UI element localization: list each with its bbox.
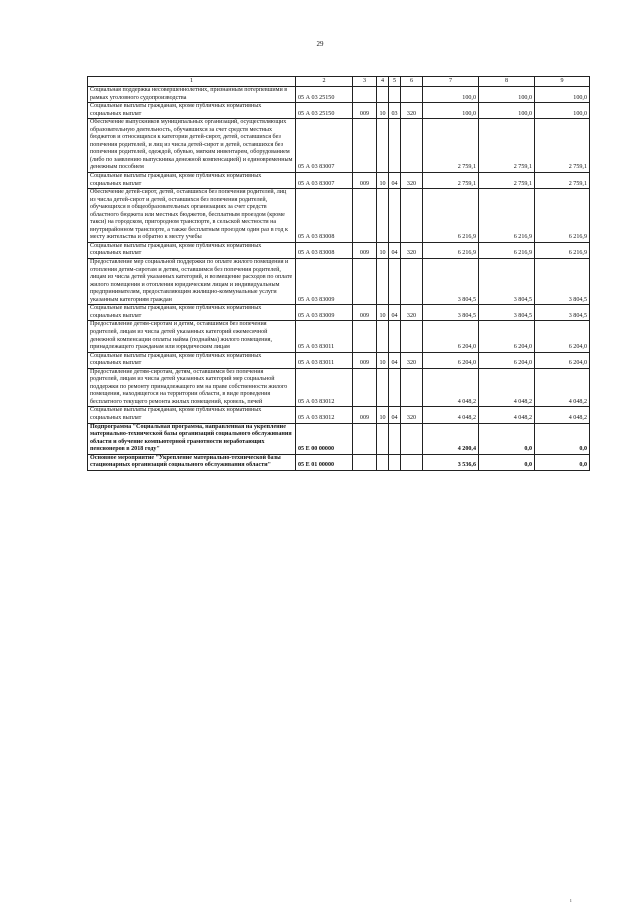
table-row xyxy=(88,454,590,470)
table-row xyxy=(88,173,590,189)
row-value-7: 2 759,1 xyxy=(423,119,479,173)
row-col5 xyxy=(389,189,401,243)
row-col5 xyxy=(389,119,401,173)
row-col6 xyxy=(401,321,423,352)
row-value-9: 100,0 xyxy=(535,103,590,119)
header-cell: 2 xyxy=(296,77,353,87)
row-code: 05 А 03 25150 xyxy=(296,103,353,119)
table-header xyxy=(88,77,590,87)
row-value-9: 6 204,0 xyxy=(535,352,590,368)
row-value-7: 4 048,2 xyxy=(423,407,479,423)
row-value-7: 100,0 xyxy=(423,103,479,119)
table-row xyxy=(88,305,590,321)
budget-table xyxy=(87,76,590,471)
row-col4: 10 xyxy=(377,305,389,321)
row-col6 xyxy=(401,368,423,407)
row-value-9: 0,0 xyxy=(535,423,590,454)
row-col4 xyxy=(377,423,389,454)
row-value-7: 4 048,2 xyxy=(423,368,479,407)
row-value-9: 3 804,5 xyxy=(535,259,590,305)
row-description: Социальная поддержка несовершеннолетних, признанным потерпевшими в рамках уголовного судопроизводства xyxy=(88,87,296,103)
header-cell: 7 xyxy=(423,77,479,87)
row-col3: 009 xyxy=(353,242,377,258)
header-cell: 5 xyxy=(389,77,401,87)
table-row xyxy=(88,119,590,173)
row-value-9: 6 216,9 xyxy=(535,189,590,243)
table-row xyxy=(88,368,590,407)
row-code: 05 А 03 83009 xyxy=(296,259,353,305)
header-cell: 6 xyxy=(401,77,423,87)
row-col5 xyxy=(389,87,401,103)
row-col6 xyxy=(401,454,423,470)
row-col5: 03 xyxy=(389,103,401,119)
row-col4 xyxy=(377,259,389,305)
row-code: 05 А 03 83009 xyxy=(296,305,353,321)
row-col3 xyxy=(353,119,377,173)
row-description: Социальные выплаты гражданам, кроме публичных нормативных социальных выплат xyxy=(88,103,296,119)
header-cell: 4 xyxy=(377,77,389,87)
row-value-8: 0,0 xyxy=(479,454,535,470)
row-col3 xyxy=(353,454,377,470)
row-code: 05 А 03 25150 xyxy=(296,87,353,103)
row-value-7: 2 759,1 xyxy=(423,173,479,189)
row-col5: 04 xyxy=(389,173,401,189)
row-description: Основное мероприятие "Укрепление материально-технической базы стационарных организаций социального обслуживания области" xyxy=(88,454,296,470)
row-value-8: 6 204,0 xyxy=(479,352,535,368)
row-code: 05 А 03 83012 xyxy=(296,368,353,407)
row-value-8: 3 804,5 xyxy=(479,259,535,305)
row-col5: 04 xyxy=(389,352,401,368)
row-col3 xyxy=(353,368,377,407)
row-value-9: 6 216,9 xyxy=(535,242,590,258)
row-col6 xyxy=(401,189,423,243)
row-col4 xyxy=(377,87,389,103)
row-description: Социальные выплаты гражданам, кроме публичных нормативных социальных выплат xyxy=(88,173,296,189)
table-row xyxy=(88,189,590,243)
row-code: 05 А 03 83011 xyxy=(296,352,353,368)
row-value-9: 6 204,0 xyxy=(535,321,590,352)
header-cell: 9 xyxy=(535,77,590,87)
row-code: 05 А 03 83007 xyxy=(296,119,353,173)
row-col6 xyxy=(401,119,423,173)
row-value-8: 0,0 xyxy=(479,423,535,454)
row-value-8: 100,0 xyxy=(479,87,535,103)
row-value-9: 100,0 xyxy=(535,87,590,103)
table-row xyxy=(88,352,590,368)
row-value-8: 6 216,9 xyxy=(479,189,535,243)
table-row xyxy=(88,407,590,423)
row-value-9: 3 804,5 xyxy=(535,305,590,321)
page-number: 29 xyxy=(316,40,324,48)
row-description: Обеспечение выпускников муниципальных организаций, осуществляющих образовательную деятельность, обучавшихся за счет средств местных бюджетов и относящихся к категории детей-сирот, детей, оставшихся без попечения родителей, и лиц из числа детей-сирот и детей, оставшихся без попечения родителей, одеждой, обувью, мягким инвентарем, оборудованием (либо по заявлению выпускника денежной компенсацией) и единовременным денежным пособием xyxy=(88,119,296,173)
row-col5 xyxy=(389,368,401,407)
row-col5 xyxy=(389,423,401,454)
row-value-7: 4 200,4 xyxy=(423,423,479,454)
header-cell: 1 xyxy=(88,77,296,87)
row-col3: 009 xyxy=(353,103,377,119)
row-value-9: 0,0 xyxy=(535,454,590,470)
row-value-9: 4 048,2 xyxy=(535,368,590,407)
corner-mark: ı xyxy=(570,898,572,904)
row-value-7: 100,0 xyxy=(423,87,479,103)
row-col4 xyxy=(377,368,389,407)
row-col6: 320 xyxy=(401,407,423,423)
header-row xyxy=(88,77,590,87)
row-col3 xyxy=(353,87,377,103)
row-col6: 320 xyxy=(401,305,423,321)
row-description: Предоставление детям-сиротам, детям, оставшимся без попечения родителей, лицам из числа детей указанных категорий мер социальной поддержки по ремонту принадлежащего им на праве собственности жилого помещения, находящегося на территории области, в виде проведения бесплатного текущего ремонта жилых помещений, кровель, печей xyxy=(88,368,296,407)
table-row xyxy=(88,259,590,305)
row-value-7: 3 804,5 xyxy=(423,305,479,321)
row-value-8: 2 759,1 xyxy=(479,119,535,173)
row-col3: 009 xyxy=(353,352,377,368)
row-col5 xyxy=(389,259,401,305)
row-value-7: 6 216,9 xyxy=(423,189,479,243)
row-code: 05 Е 00 00000 xyxy=(296,423,353,454)
row-col6: 320 xyxy=(401,103,423,119)
row-value-9: 2 759,1 xyxy=(535,119,590,173)
table-row xyxy=(88,321,590,352)
row-col6: 320 xyxy=(401,173,423,189)
row-description: Предоставление мер социальной поддержки по оплате жилого помещения и отопления детям-сиротам и детям, оставшимся без попечения родителей, лицам из числа детей указанных категорий, и возмещение расходов по оплате жилого помещения и отопления юридическим лицам и индивидуальным предпринимателям, предоставляющим жилищно-коммунальные услуги указанным категориям граждан xyxy=(88,259,296,305)
row-code: 05 А 03 83012 xyxy=(296,407,353,423)
row-col6: 320 xyxy=(401,242,423,258)
row-col4: 10 xyxy=(377,242,389,258)
row-col4 xyxy=(377,454,389,470)
table-row xyxy=(88,242,590,258)
row-col3: 009 xyxy=(353,407,377,423)
row-col4: 10 xyxy=(377,352,389,368)
row-col3 xyxy=(353,189,377,243)
row-col4 xyxy=(377,321,389,352)
row-description: Обеспечение детей-сирот, детей, оставшихся без попечения родителей, лиц из числа детей-сирот и детей, оставшихся без попечения родителей, обучающихся в общеобразовательных организациях за счет средств областного бюджета или местных бюджетов, бесплатным проездом (кроме такси) на городском, пригородном транспорте, в сельской местности на внутрирайонном транспорте, а также бесплатным проездом один раз в год к месту жительства и обратно к месту учебы xyxy=(88,189,296,243)
row-description: Социальные выплаты гражданам, кроме публичных нормативных социальных выплат xyxy=(88,352,296,368)
row-value-7: 3 536,6 xyxy=(423,454,479,470)
row-code: 05 Е 01 00000 xyxy=(296,454,353,470)
row-col3 xyxy=(353,321,377,352)
row-col4 xyxy=(377,189,389,243)
row-value-8: 3 804,5 xyxy=(479,305,535,321)
row-code: 05 А 03 83007 xyxy=(296,173,353,189)
row-description: Подпрограмма "Социальная программа, направленная на укрепление материально-технической базы организаций социального обслуживания области и обучение компьютерной грамотности неработающих пенсионеров в 2018 году" xyxy=(88,423,296,454)
row-description: Социальные выплаты гражданам, кроме публичных нормативных социальных выплат xyxy=(88,407,296,423)
row-value-8: 4 048,2 xyxy=(479,368,535,407)
row-col5: 04 xyxy=(389,242,401,258)
row-value-8: 2 759,1 xyxy=(479,173,535,189)
header-cell: 3 xyxy=(353,77,377,87)
table-row xyxy=(88,103,590,119)
row-col5: 04 xyxy=(389,407,401,423)
row-col3 xyxy=(353,259,377,305)
row-col3 xyxy=(353,423,377,454)
row-value-8: 100,0 xyxy=(479,103,535,119)
row-col4: 10 xyxy=(377,173,389,189)
row-col6 xyxy=(401,259,423,305)
table-row xyxy=(88,87,590,103)
row-value-9: 2 759,1 xyxy=(535,173,590,189)
row-value-7: 3 804,5 xyxy=(423,259,479,305)
row-col4: 10 xyxy=(377,407,389,423)
row-value-8: 4 048,2 xyxy=(479,407,535,423)
row-col3: 009 xyxy=(353,305,377,321)
row-value-7: 6 216,9 xyxy=(423,242,479,258)
row-value-8: 6 216,9 xyxy=(479,242,535,258)
row-code: 05 А 03 83008 xyxy=(296,242,353,258)
row-value-8: 6 204,0 xyxy=(479,321,535,352)
row-col4 xyxy=(377,119,389,173)
row-col5 xyxy=(389,454,401,470)
row-code: 05 А 03 83011 xyxy=(296,321,353,352)
row-col4: 10 xyxy=(377,103,389,119)
row-description: Предоставление детям-сиротам и детям, оставшимся без попечения родителей, лицам из числа детей указанных категорий ежемесячной денежной компенсации оплаты найма (поднайма) жилого помещения, принадлежащего гражданам или юридическим лицам xyxy=(88,321,296,352)
row-col5: 04 xyxy=(389,305,401,321)
table-body xyxy=(88,87,590,471)
table-row xyxy=(88,423,590,454)
row-col3: 009 xyxy=(353,173,377,189)
row-col5 xyxy=(389,321,401,352)
row-value-9: 4 048,2 xyxy=(535,407,590,423)
row-col6 xyxy=(401,87,423,103)
row-code: 05 А 03 83008 xyxy=(296,189,353,243)
header-cell: 8 xyxy=(479,77,535,87)
row-description: Социальные выплаты гражданам, кроме публичных нормативных социальных выплат xyxy=(88,242,296,258)
row-value-7: 6 204,0 xyxy=(423,321,479,352)
row-col6: 320 xyxy=(401,352,423,368)
row-value-7: 6 204,0 xyxy=(423,352,479,368)
row-col6 xyxy=(401,423,423,454)
row-description: Социальные выплаты гражданам, кроме публичных нормативных социальных выплат xyxy=(88,305,296,321)
